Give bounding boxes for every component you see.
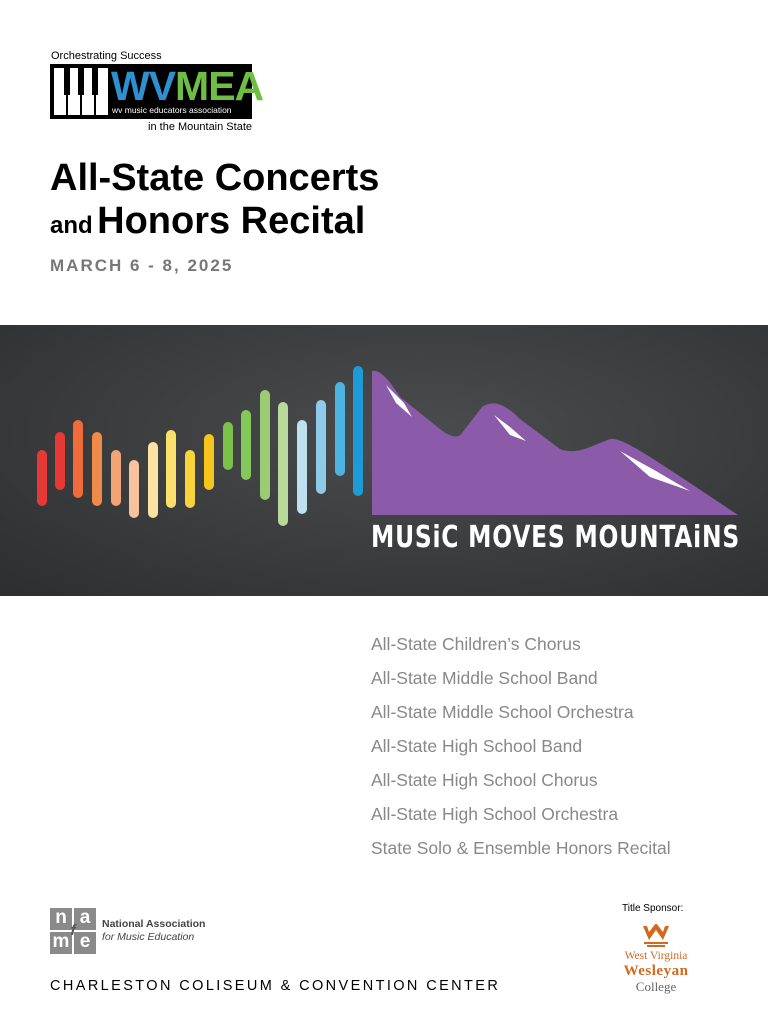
banner-motto: MUSiC MOVES MOUNTAiNS (371, 520, 740, 555)
ensemble-item: All-State High School Band (371, 736, 583, 756)
ensemble-item: All-State High School Orchestra (371, 804, 619, 824)
music-moves-mountains-banner (0, 325, 768, 596)
nafme-name: National Association (102, 918, 206, 930)
nafme-subtitle: for Music Education (102, 931, 195, 943)
banner-art (0, 325, 768, 596)
logo-tagline: Orchestrating Success (51, 50, 162, 62)
sponsor-label: Title Sponsor: (622, 903, 684, 914)
title-honors-recital: Honors Recital (97, 200, 366, 242)
wvwc-line-3: College (635, 979, 677, 994)
logo-box (50, 63, 264, 119)
wvwc-emblem-icon (641, 924, 671, 948)
ensemble-item: All-State High School Chorus (371, 770, 598, 790)
nafme-logo (50, 908, 230, 954)
ensemble-item: All-State Children’s Chorus (371, 634, 581, 654)
wvwc-line-2: Wesleyan (623, 963, 689, 979)
event-dates: MARCH 6 - 8, 2025 (50, 256, 234, 275)
wvwc-logo (606, 924, 706, 994)
title-line-2 (50, 199, 365, 251)
logo-subtitle: wv music educators association (112, 105, 232, 115)
logo-state-line: in the Mountain State (148, 121, 252, 133)
title-line-1: All-State Concerts (50, 157, 380, 199)
ensemble-item: All-State Middle School Orchestra (371, 702, 634, 722)
ensemble-item: All-State Middle School Band (371, 668, 598, 688)
title-and: and (50, 212, 93, 239)
wvwc-line-1: West Virginia (624, 950, 688, 962)
venue: CHARLESTON COLISEUM & CONVENTION CENTER (50, 978, 501, 994)
mountain-icon (372, 371, 738, 515)
wvmea-logo (50, 50, 264, 133)
nafme-mark-icon: n a m e f (50, 908, 96, 954)
piano-keys-icon (54, 68, 108, 115)
sound-wave-bars (42, 371, 358, 521)
ensemble-list (371, 632, 671, 870)
logo-wordmark: WVMEA (111, 63, 264, 109)
ensemble-item: State Solo & Ensemble Honors Recital (371, 838, 671, 858)
